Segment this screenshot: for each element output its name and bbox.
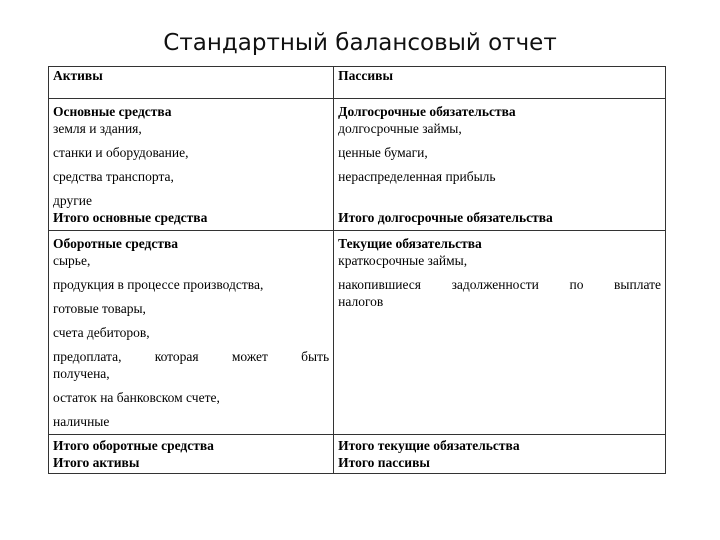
long-term-heading: Долгосрочные обязательства xyxy=(338,104,516,119)
list-item: готовые товары, xyxy=(53,301,146,316)
list-item: счета дебиторов, xyxy=(53,325,150,340)
list-item: продукция в процессе производства, xyxy=(53,277,264,292)
long-term-cell xyxy=(334,99,666,231)
liabilities-header: Пассивы xyxy=(334,67,666,99)
page-title: Стандартный балансовый отчет xyxy=(163,30,557,56)
current-assets-cell xyxy=(49,231,334,435)
list-item: нераспределенная прибыль xyxy=(338,169,496,184)
list-item: сырье, xyxy=(53,253,91,268)
assets-totals-cell xyxy=(49,435,334,474)
list-item: предоплата, которая может быть xyxy=(53,349,330,364)
header-row xyxy=(49,67,666,99)
list-item: налогов xyxy=(338,294,384,309)
totals-section xyxy=(49,435,666,474)
list-item: земля и здания, xyxy=(53,121,142,136)
list-item: ценные бумаги, xyxy=(338,145,428,160)
fixed-assets-cell xyxy=(49,99,334,231)
list-item: краткосрочные займы, xyxy=(338,253,468,268)
list-item: станки и оборудование, xyxy=(53,145,189,160)
liabilities-grand-total: Итого пассивы xyxy=(338,455,430,470)
assets-grand-total: Итого активы xyxy=(53,455,140,470)
balance-sheet-table xyxy=(48,66,666,474)
fixed-assets-heading: Основные средства xyxy=(53,104,172,119)
current-liabilities-cell xyxy=(334,231,666,435)
list-item: другие xyxy=(53,193,92,208)
fixed-assets-total: Итого основные средства xyxy=(53,210,208,225)
list-item: долгосрочные займы, xyxy=(338,121,462,136)
list-item: средства транспорта, xyxy=(53,169,174,184)
current-liabilities-total: Итого текущие обязательства xyxy=(338,438,520,453)
current-assets-total: Итого оборотные средства xyxy=(53,438,214,453)
current-liabilities-heading: Текущие обязательства xyxy=(338,236,482,251)
list-item: накопившиеся задолженности по выплате xyxy=(338,277,661,292)
long-term-total: Итого долгосрочные обязательства xyxy=(338,210,553,225)
assets-header: Активы xyxy=(49,67,334,99)
list-item: получена, xyxy=(53,366,110,381)
list-item: наличные xyxy=(53,414,110,429)
current-assets-heading: Оборотные средства xyxy=(53,236,179,251)
liabilities-totals-cell xyxy=(334,435,666,474)
fixed-assets-section xyxy=(49,99,666,231)
current-section xyxy=(49,231,666,435)
list-item: остаток на банковском счете, xyxy=(53,390,220,405)
